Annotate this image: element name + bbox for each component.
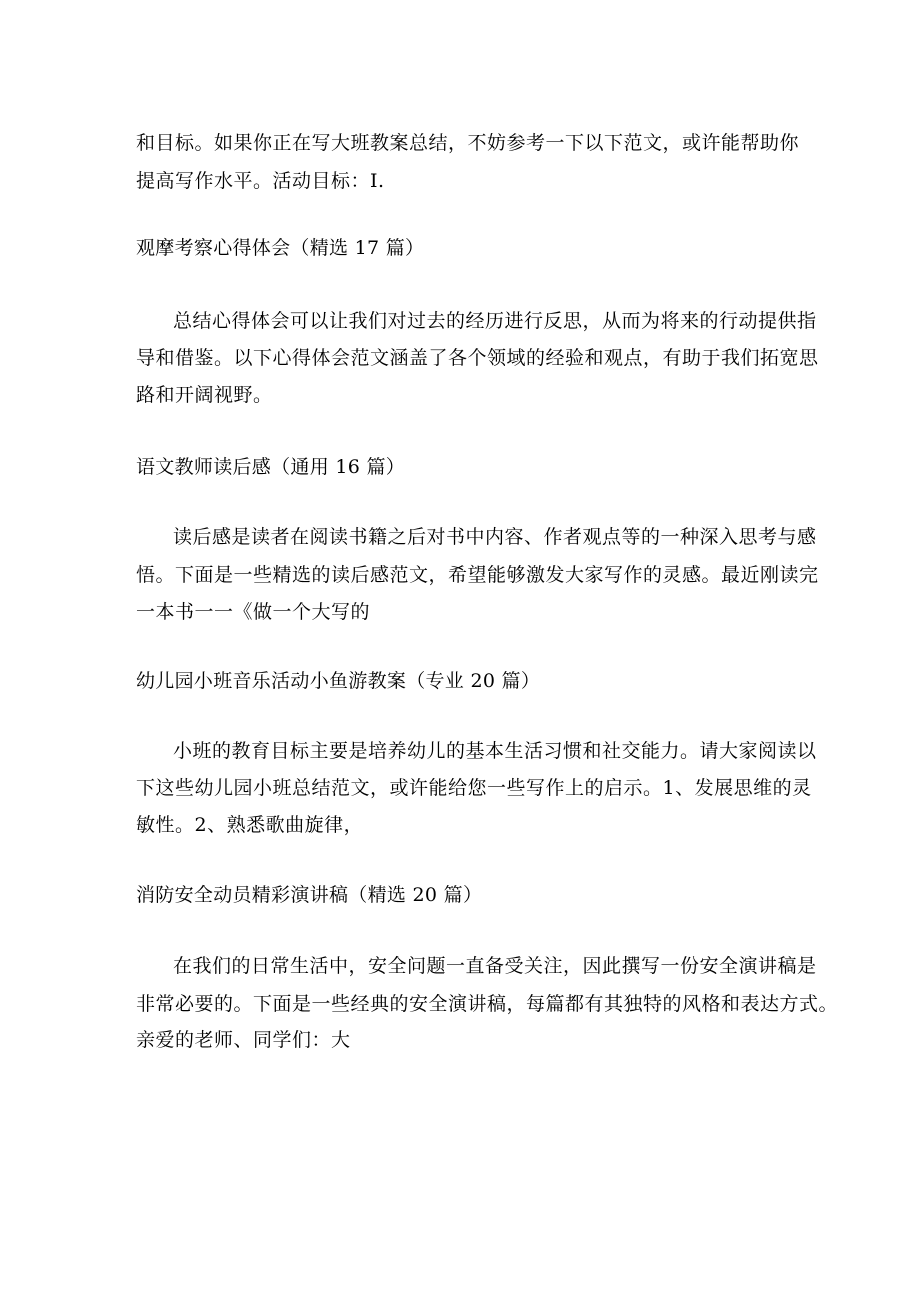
section-1-line-2: 导和借鉴。以下心得体会范文涵盖了各个领域的经验和观点，有助于我们拓宽思 xyxy=(136,347,819,369)
section-title-3: 幼儿园小班音乐活动小鱼游教案（专业 20 篇） xyxy=(136,670,541,692)
section-title-2: 语文教师读后感（通用 16 篇） xyxy=(136,456,406,478)
section-4-line-2: 非常必要的。下面是一些经典的安全演讲稿，每篇都有其独特的风格和表达方式。 xyxy=(136,993,839,1015)
section-title-4: 消防安全动员精彩演讲稿（精选 20 篇） xyxy=(136,884,483,906)
section-3-line-3: 敏性。2、熟悉歌曲旋律， xyxy=(136,814,364,836)
section-2-line-1: 读后感是读者在阅读书籍之后对书中内容、作者观点等的一种深入思考与感 xyxy=(173,526,817,548)
section-4-line-3: 亲爱的老师、同学们：大 xyxy=(136,1029,351,1051)
section-3-line-2: 下这些幼儿园小班总结范文，或许能给您一些写作上的启示。1、发展思维的灵 xyxy=(136,777,812,799)
section-3-line-1: 小班的教育目标主要是培养幼儿的基本生活习惯和社交能力。请大家阅读以 xyxy=(173,740,817,762)
section-2-line-3: 一本书一一《做一个大写的 xyxy=(136,601,371,623)
intro-line-2: 提高写作水平。活动目标：I. xyxy=(136,170,385,192)
section-title-1: 观摩考察心得体会（精选 17 篇） xyxy=(136,237,425,259)
section-1-line-1: 总结心得体会可以让我们对过去的经历进行反思，从而为将来的行动提供指 xyxy=(173,310,817,332)
section-1-line-3: 路和开阔视野。 xyxy=(136,384,273,406)
intro-line-1: 和目标。如果你正在写大班教案总结，不妨参考一下以下范文，或许能帮助你 xyxy=(136,132,800,154)
section-4-line-1: 在我们的日常生活中，安全问题一直备受关注，因此撰写一份安全演讲稿是 xyxy=(173,955,817,977)
section-2-line-2: 悟。下面是一些精选的读后感范文，希望能够激发大家写作的灵感。最近刚读完 xyxy=(136,564,819,586)
